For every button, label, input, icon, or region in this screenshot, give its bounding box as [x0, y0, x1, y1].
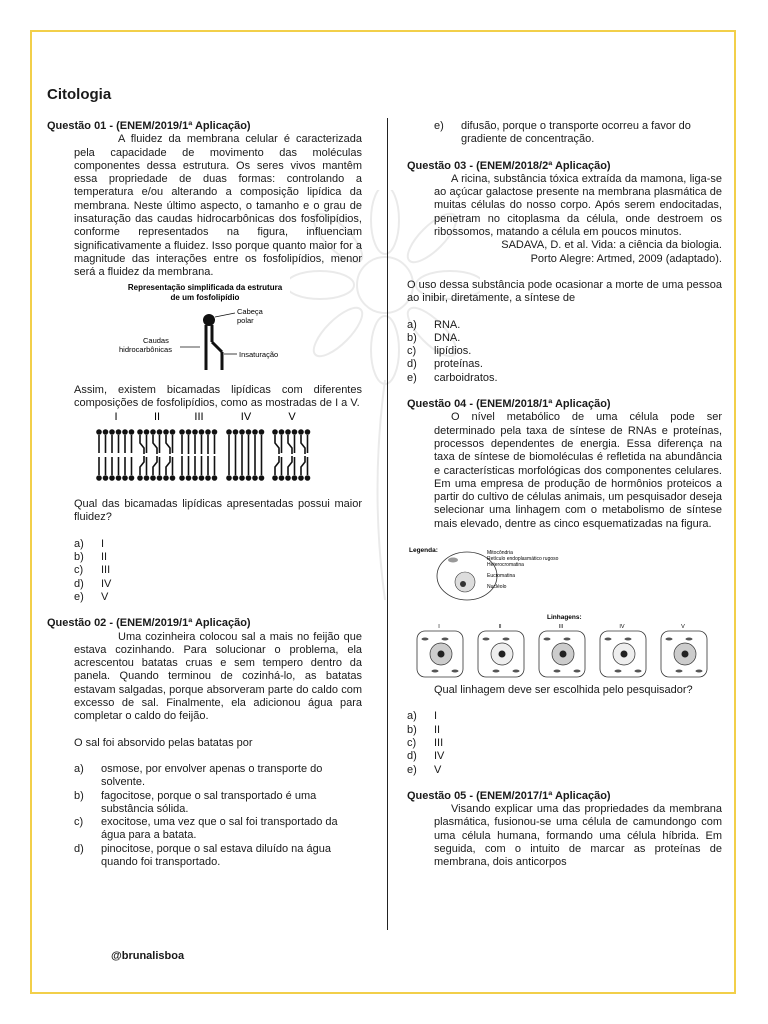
- option-letter: d): [407, 750, 417, 763]
- label-unsat: Insaturação: [239, 349, 279, 359]
- nucleolus-icon: [460, 581, 466, 587]
- q2-option-a[interactable]: [74, 763, 362, 790]
- lineage-label: IV: [619, 624, 625, 631]
- label-head-2: polar: [237, 315, 254, 325]
- q3-text: A ricina, substância tóxica extraída da mamona, liga-se ao açúcar galactose presente na membrana plasmática de muitas células do nosso corpo. Após serem endocitadas, penetram no citoplasma da célula, onde destroem os ribossomos, matando a célula em poucos minutos.: [434, 172, 722, 239]
- q3-option-a[interactable]: [407, 319, 722, 332]
- q4-option-a[interactable]: [407, 710, 722, 723]
- organelle-icon: [686, 638, 693, 641]
- organelle-icon: [666, 638, 673, 641]
- organelle-icon: [493, 670, 500, 673]
- polar-head-icon: [203, 314, 215, 326]
- option-letter: c): [407, 736, 417, 749]
- q1-heading: Questão 01 - (ENEM/2019/1ª Aplicação): [47, 120, 251, 132]
- bilayer-label: IV: [240, 411, 252, 424]
- q4-question: Qual linhagem deve ser escolhida pelo pesquisador?: [434, 684, 693, 697]
- option-letter: d): [74, 842, 84, 855]
- organelle-icon: [432, 670, 439, 673]
- option-text: V: [101, 590, 109, 603]
- lineage-IV: [600, 624, 646, 677]
- q5-heading: Questão 05 - (ENEM/2017/1ª Aplicação): [407, 789, 611, 802]
- mitochondria-icon: [448, 558, 458, 563]
- option-letter: b): [74, 551, 84, 564]
- q1-text: A fluidez da membrana celular é caracterizada pela capacidade de movimento das moléculas componentes dessa estrutura. Os seres vivos mantêm essa propriedade de duas formas: controlando a temperatura e/ou alterando a composição lipídica da membrana. Neste último aspecto, o tamanho e o grau de insaturação das caudas hidrocarbônicas dos fosfolipídios, conforme representados na figura, influenciam significativamente a fluidez. Isso porque quanto maior for a magnitude das interações entre os fosfolipídios, menor será a fluidez da membrana.: [74, 133, 362, 279]
- option-text: RNA.: [434, 318, 461, 331]
- legend-item: Retículo endoplasmático rugoso: [487, 556, 559, 563]
- lineage-III: [539, 624, 585, 677]
- q2-option-c[interactable]: [74, 816, 362, 843]
- option-text: proteínas.: [434, 358, 483, 371]
- bilayer-label: II: [153, 411, 161, 424]
- lineage-label: I: [438, 624, 440, 631]
- q4-option-e[interactable]: [407, 764, 722, 777]
- label-tails-2: hidrocarbônicas: [119, 344, 172, 354]
- lineage-label: V: [681, 624, 685, 631]
- bilayer-IV: [226, 411, 264, 481]
- option-letter: b): [74, 789, 84, 802]
- bilayers-figure: [47, 410, 362, 490]
- q4-options: [407, 710, 722, 776]
- q2-option-b[interactable]: [74, 790, 362, 817]
- option-letter: e): [434, 120, 444, 132]
- option-text: II: [434, 723, 441, 736]
- legend-title: Legenda:: [409, 547, 438, 555]
- nucleolus-icon: [621, 651, 628, 658]
- bilayer-label: V: [288, 411, 296, 424]
- q1-option-e[interactable]: [74, 591, 362, 604]
- q4-option-c[interactable]: [407, 737, 722, 750]
- option-text: I: [101, 537, 105, 550]
- option-text: difusão, porque o transporte ocorreu a favor do gradiente de concentração.: [461, 120, 691, 146]
- page-title: Citologia: [47, 86, 112, 103]
- q2-question: O sal foi absorvido pelas batatas por: [74, 736, 253, 749]
- legend-item: Mitocôndria: [487, 550, 513, 557]
- nucleolus-icon: [499, 651, 506, 658]
- label-head-1: Cabeça: [237, 306, 263, 316]
- q1-options: [47, 538, 362, 604]
- lineage-label: III: [558, 624, 564, 631]
- bilayer-II: [137, 411, 175, 481]
- option-letter: e): [407, 763, 417, 776]
- author-handle: @brunalisboa: [111, 950, 185, 962]
- organelle-icon: [625, 638, 632, 641]
- right-column: [407, 120, 722, 870]
- lineage-II: [478, 624, 524, 677]
- q1-option-a[interactable]: [74, 538, 362, 551]
- q1-text2: Assim, existem bicamadas lipídicas com diferentes composições de fosfolipídios, como as mostradas de I a V.: [74, 383, 362, 409]
- option-text: II: [101, 551, 108, 564]
- nucleolus-icon: [560, 651, 567, 658]
- q2-options: [47, 763, 362, 869]
- option-letter: e): [74, 590, 84, 603]
- bilayer-I: [96, 411, 134, 481]
- q1-option-b[interactable]: [74, 551, 362, 564]
- option-letter: c): [74, 564, 84, 577]
- option-text: IV: [434, 750, 445, 763]
- option-text: III: [434, 736, 444, 749]
- bilayer-label: III: [194, 411, 204, 424]
- organelle-icon: [503, 638, 510, 641]
- q4-option-d[interactable]: [407, 750, 722, 763]
- organelle-icon: [554, 670, 561, 673]
- lineage-I: [417, 624, 463, 677]
- bilayer-label: I: [114, 411, 118, 424]
- option-letter: a): [74, 537, 84, 550]
- option-letter: e): [407, 371, 417, 384]
- q4-text: O nível metabólico de uma célula pode ser determinado pela taxa de síntese de RNAs e proteínas, processos dependentes de energia. Essa diferença na taxa de síntese de biomoléculas é refletida na abundância e características morfológicas dos componentes celulares. Em uma empresa de produção de hormônios proteicos a partir do cultivo de células animais, um pesquisador deseja selecionar uma linhagem com o metabolismo de síntese mais elevado, dentre as cinco esquematizadas na figura.: [434, 411, 722, 530]
- q3-heading: Questão 03 - (ENEM/2018/2ª Aplicação): [407, 159, 611, 172]
- lineage-label: II: [498, 624, 502, 631]
- q3-citation-1: SADAVA, D. et al. Vida: a ciência da biologia.: [501, 239, 722, 252]
- column-divider: [387, 118, 388, 930]
- label-tails-1: Caudas: [143, 335, 169, 345]
- q5-text: Visando explicar uma das propriedades da membrana plasmática, fusionou-se uma célula de camundongo com uma célula humana, formando uma célula híbrida. Em seguida, com o intuito de marcar as proteínas de membrana, dois anticorpos: [434, 803, 722, 869]
- organelle-icon: [513, 670, 520, 673]
- option-text: pinocitose, porque o sal estava diluído na água quando foi transportado.: [101, 842, 331, 868]
- legend-item: Eucromatina: [487, 573, 516, 580]
- organelle-icon: [544, 638, 551, 641]
- option-letter: c): [407, 345, 417, 358]
- bilayer-III: [179, 411, 217, 481]
- organelle-icon: [483, 638, 490, 641]
- q3-option-c[interactable]: [407, 345, 722, 358]
- option-letter: b): [407, 723, 417, 736]
- q3-citation-2: Porto Alegre: Artmed, 2009 (adaptado).: [530, 252, 722, 265]
- organelle-icon: [635, 670, 642, 673]
- q4-option-b[interactable]: [407, 724, 722, 737]
- organelle-icon: [564, 638, 571, 641]
- organelle-icon: [442, 638, 449, 641]
- organelle-icon: [574, 670, 581, 673]
- option-letter: a): [407, 710, 417, 723]
- option-text: lipídios.: [434, 345, 472, 358]
- option-letter: c): [74, 816, 84, 829]
- option-text: osmose, por envolver apenas o transporte do solvente.: [101, 762, 323, 789]
- option-text: I: [434, 710, 438, 723]
- fig-title-line1: Representação simplificada da estrutura: [127, 282, 283, 292]
- q3-option-e[interactable]: [407, 372, 722, 385]
- organelle-icon: [696, 670, 703, 673]
- organelle-icon: [452, 670, 459, 673]
- option-text: III: [101, 564, 111, 577]
- q1-option-c[interactable]: [74, 564, 362, 577]
- cell-lineages-figure: [407, 544, 722, 684]
- organelle-icon: [605, 638, 612, 641]
- organelle-icon: [422, 638, 429, 641]
- nucleolus-icon: [682, 651, 689, 658]
- q2-option-e[interactable]: [434, 120, 722, 147]
- lineage-V: [661, 624, 707, 677]
- option-text: V: [434, 763, 442, 776]
- lineages-title: Linhagens:: [547, 614, 582, 622]
- q3-option-d[interactable]: [407, 358, 722, 371]
- option-letter: a): [74, 762, 84, 775]
- q2-text: Uma cozinheira colocou sal a mais no feijão que estava cozinhando. Para solucionar o problema, ela acrescentou batatas cruas e sem tempero dentro da panela. Quando terminou de cozinhá-lo, as batatas estavam salgadas, porque absorveram parte do caldo com excesso de sal. Finalmente, ela adicionou água para completar o caldo do feijão.: [74, 630, 362, 723]
- q2-heading: Questão 02 - (ENEM/2019/1ª Aplicação): [47, 617, 251, 630]
- option-text: IV: [101, 577, 112, 590]
- fig-title-line2: de um fosfolipídio: [170, 292, 240, 302]
- option-text: carboidratos.: [434, 371, 498, 384]
- option-letter: b): [407, 331, 417, 344]
- bilayer-V: [272, 411, 310, 481]
- left-column: [47, 120, 362, 869]
- option-letter: d): [74, 577, 84, 590]
- option-text: DNA.: [434, 331, 461, 344]
- option-letter: d): [407, 358, 417, 371]
- organelle-icon: [676, 670, 683, 673]
- q1-option-d[interactable]: [74, 578, 362, 591]
- option-letter: a): [407, 318, 417, 331]
- legend-box: [409, 547, 559, 600]
- nucleolus-icon: [438, 651, 445, 658]
- q3-options: [407, 319, 722, 385]
- legend-item: Nucléolo: [487, 584, 507, 591]
- option-text: exocitose, uma vez que o sal foi transportado da água para a batata.: [101, 816, 338, 842]
- q3-question: O uso dessa substância pode ocasionar a morte de uma pessoa ao inibir, diretamente, a síntese de: [407, 278, 722, 305]
- option-text: fagocitose, porque o sal transportado é uma substância sólida.: [101, 789, 317, 815]
- q4-heading: Questão 04 - (ENEM/2018/1ª Aplicação): [407, 398, 611, 411]
- phospholipid-figure: [47, 280, 362, 380]
- q2-option-d[interactable]: [74, 843, 362, 870]
- q3-option-b[interactable]: [407, 332, 722, 345]
- organelle-icon: [615, 670, 622, 673]
- legend-item: Heterocromatina: [487, 562, 524, 569]
- q1-question: Qual das bicamadas lipídicas apresentadas possui maior fluidez?: [74, 498, 362, 524]
